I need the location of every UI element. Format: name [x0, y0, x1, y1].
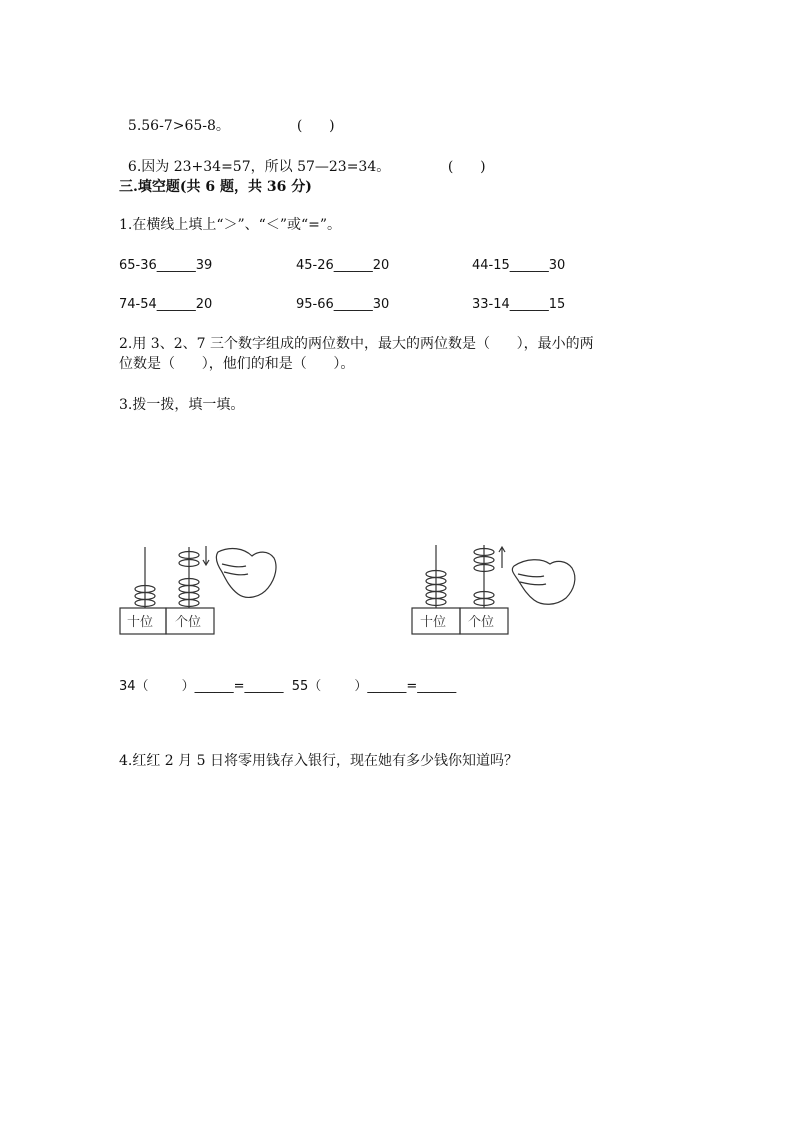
q1-cell[interactable]: 44-15______30 [472, 258, 566, 273]
q3-title: 3.拨一拨，填一填。 [119, 397, 245, 413]
tf-item-5-text: 5.56-7>65-8。 [127, 118, 230, 134]
q1-cell[interactable]: 33-14______15 [472, 297, 566, 312]
ones-label: 个位 [175, 615, 202, 630]
tens-label: 十位 [127, 615, 154, 630]
q1-cell[interactable]: 45-26______20 [296, 258, 390, 273]
ones-label: 个位 [468, 615, 495, 630]
tf-item-6 [119, 137, 390, 177]
q1-cell[interactable]: 65-36______39 [119, 258, 213, 273]
tf-item-6-paren[interactable] [439, 137, 486, 177]
abacus-left [118, 542, 288, 642]
answer-paren: ( ) [296, 118, 335, 134]
hand-icon [216, 549, 276, 598]
q2-line2: 位数是（ ），他们的和是（ ）。 [119, 356, 355, 372]
answer-paren: ( ) [447, 159, 486, 175]
q1-cell[interactable]: 95-66______30 [296, 297, 390, 312]
tens-label: 十位 [420, 615, 447, 630]
tf-item-5 [119, 96, 230, 136]
tf-item-6-text: 6.因为 23+34=57，所以 57—23=34。 [127, 159, 391, 175]
tf-item-5-paren[interactable] [288, 96, 335, 136]
q4-title: 4.红红 2 月 5 日将零用钱存入银行，现在她有多少钱你知道吗？ [119, 753, 518, 769]
abacus-right [410, 540, 590, 640]
q1-title: 1.在横线上填上“＞”、“＜”或“=”。 [119, 217, 342, 233]
q3-answers[interactable]: 34（ ）______=______ 55（ ）______=______ [119, 679, 457, 694]
q2-line1: 2.用 3、2、7 三个数字组成的两位数中，最大的两位数是（ ），最小的两 [119, 336, 594, 352]
q1-cell[interactable]: 74-54______20 [119, 297, 213, 312]
section-title: 三.填空题(共 6 题，共 36 分) [119, 179, 312, 195]
